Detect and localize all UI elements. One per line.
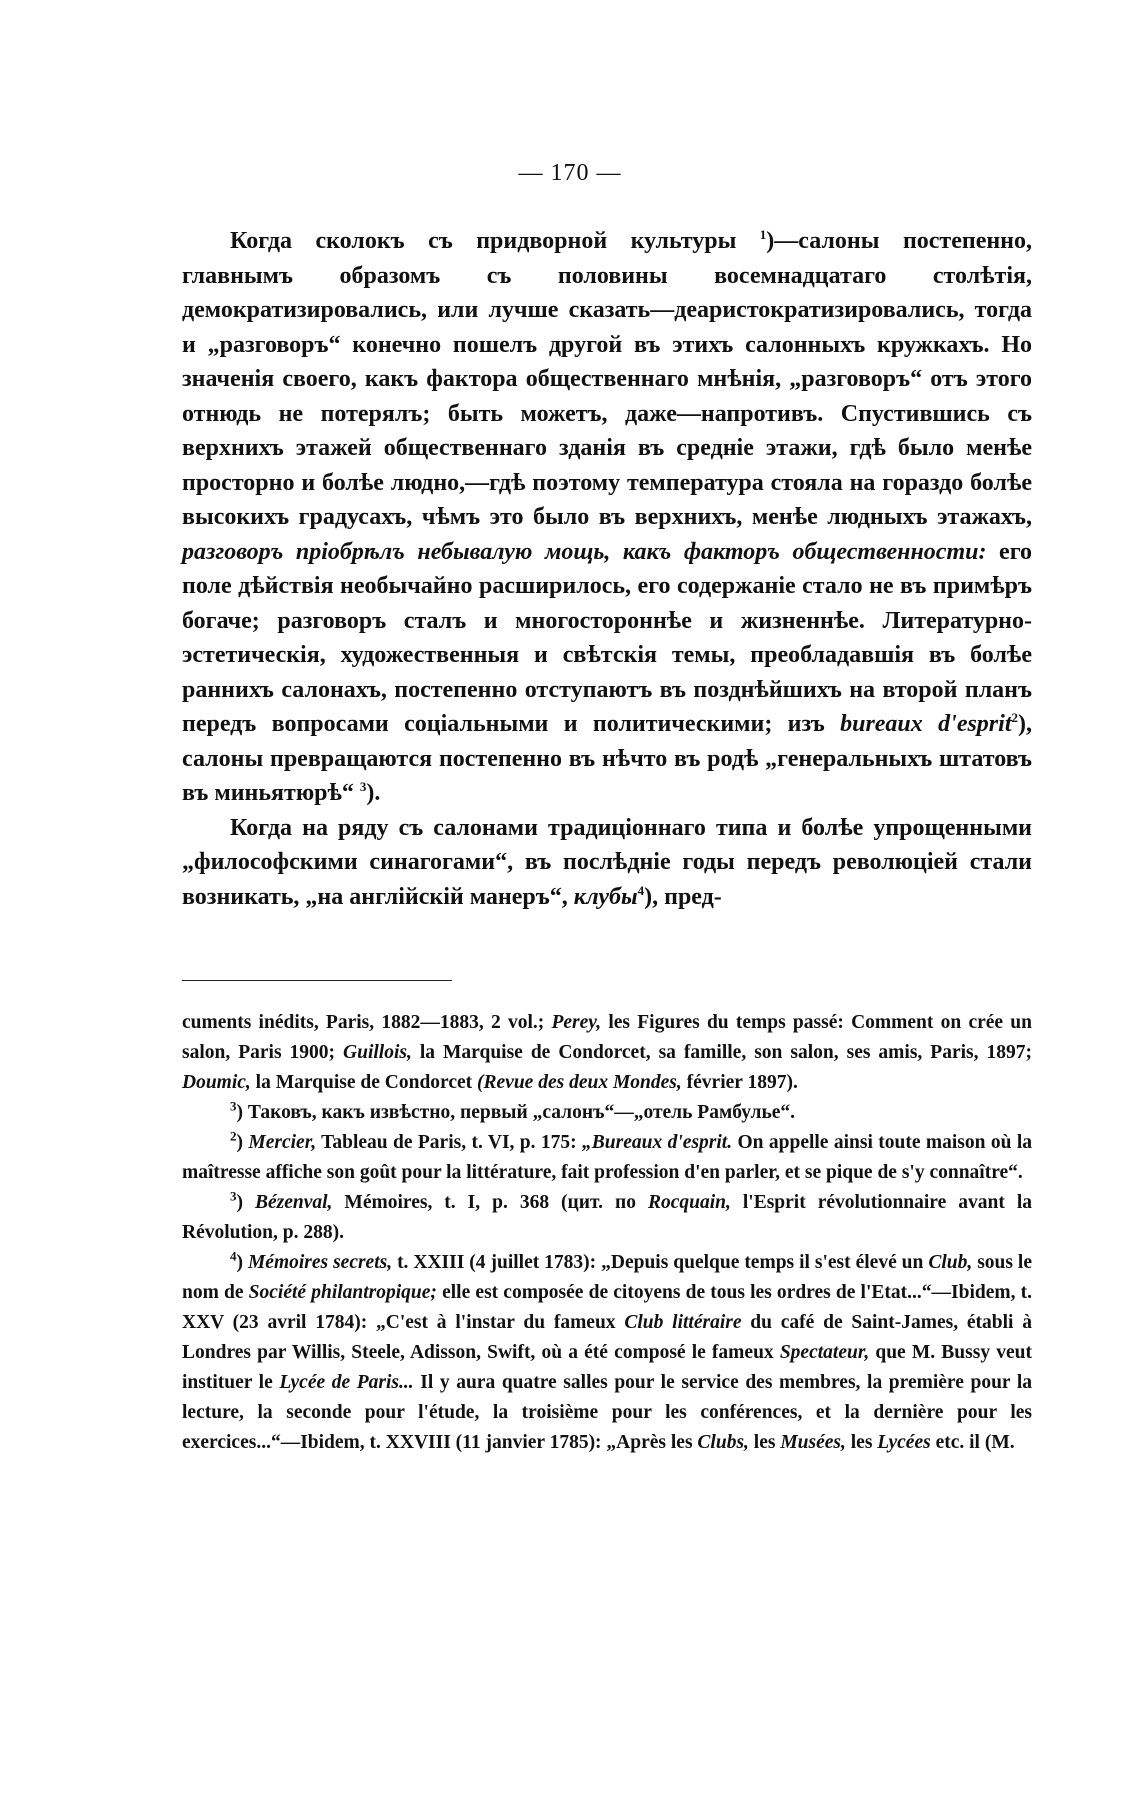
text-run: elle est composée de citoyens de tous les ordres de l'Etat...“—Ibidem, t. XXV (23 avril 1784): „C'est à l'instar du fameux [182, 1282, 1033, 1333]
text-run: t. XXIII (4 juillet 1783): „Depuis quelque temps il s'est élevé un [392, 1252, 929, 1273]
text-run: etc. il (M. [930, 1432, 1015, 1453]
italic-run: Doumic, [182, 1072, 251, 1093]
text-run: ). [366, 780, 381, 806]
text-run: ) [236, 1192, 255, 1213]
italic-run: Lycée de Paris... [279, 1372, 414, 1393]
italic-run: (Revue des deux Mondes, [477, 1072, 682, 1093]
italic-run: Musées, [780, 1432, 846, 1453]
footnote-1 [182, 1098, 1032, 1128]
footnote-3 [182, 1188, 1032, 1248]
main-text [182, 224, 1032, 914]
page-number: — 170 — [518, 160, 622, 186]
footnote-4 [182, 1248, 1032, 1458]
italic-run: Club, [928, 1252, 973, 1273]
text-run: la Marquise de Condorcet [250, 1072, 478, 1093]
italic-run: Société philantropique; [248, 1282, 437, 1303]
text-run: ) [236, 1252, 248, 1273]
text-run: Il y aura quatre salles pour le service des membres, la première pour la lecture, la seconde pour l'étude, la troisième pour les conférences, et la dernière pour les exercices...“—Ibidem, t. XXVIII (11 janvier 1785): „Après les [182, 1372, 1032, 1453]
footnote-mark: 2 [1011, 710, 1018, 725]
footnote-mark: 3 [230, 1188, 237, 1204]
footnote-separator [182, 980, 452, 981]
text-run: Mémoires, t. I, p. 368 (цит. по [332, 1192, 648, 1213]
italic-run: разговоръ пріобрѣлъ небывалую мощь, какъ факторъ общественности: [182, 538, 987, 565]
paragraph-1 [182, 224, 1032, 811]
italic-run: Guillois, [343, 1042, 412, 1063]
text-run: )—салоны постепенно, главнымъ образомъ съ половины восемнадцатаго столѣтія, демократизировались, или лучше сказать—деаристократизировались, тогда и „разговоръ“ конечно пошелъ другой въ этихъ салонныхъ кружкахъ. Но значенія своего, какъ фактора общественнаго мнѣнія, „разговоръ“ отъ этого отнюдь не потерялъ; быть можетъ, даже—напротивъ. Спустившись съ верхнихъ этажей общественнаго зданія въ средніе этажи, гдѣ было менѣе просторно и болѣе людно,—гдѣ поэтому температура стояла на гораздо болѣе высокихъ градусахъ, чѣмъ это было въ верхнихъ, менѣе людныхъ этажахъ, [182, 228, 1032, 530]
paragraph-2 [182, 811, 1032, 915]
text-run: les [845, 1432, 878, 1453]
text-run: que M. Bussy veut instituer le [182, 1342, 1032, 1393]
footnote-mark: 4 [637, 882, 645, 898]
italic-run: Rocquain, [647, 1192, 731, 1213]
text-run: la Marquise de Condorcet, sa famille, son salon, ses amis, Paris, 1897; [411, 1042, 1032, 1063]
footnote-continuation [182, 1008, 1032, 1098]
text-run: ), салоны превращаются постепенно въ нѣчто въ родѣ „генеральныхъ штатовъ въ миньятюрѣ“ [182, 711, 1032, 806]
text-run: les [748, 1432, 781, 1453]
italic-run: Spectateur, [779, 1342, 870, 1363]
footnote-mark: 2 [230, 1128, 237, 1144]
text-run: les Figures du temps passé: Comment on crée un salon, Paris 1900; [182, 1012, 1032, 1063]
text-run: ) [236, 1132, 249, 1153]
footnote-mark: 3 [359, 779, 367, 794]
italic-run: Lycées [877, 1432, 931, 1453]
italic-run: Club littéraire [624, 1312, 742, 1333]
footnote-mark: 1 [759, 227, 767, 242]
footnotes [182, 1008, 1032, 1458]
text-run: l'Esprit révolutionnaire avant la Révolution, p. 288). [182, 1192, 1032, 1243]
italic-run: Perey, [551, 1012, 602, 1033]
footnote-mark: 3 [230, 1098, 237, 1114]
italic-run: Bézenval, [254, 1192, 333, 1213]
italic-run: Mercier, [248, 1132, 317, 1153]
italic-run: Mémoires secrets, [247, 1252, 393, 1273]
text-run: ) Таковъ, какъ извѣстно, первый „салонъ“—„отель Рамбулье“. [236, 1102, 796, 1123]
italic-run: Clubs, [697, 1432, 749, 1453]
footnote-2 [182, 1128, 1032, 1188]
text-run: Tableau de Paris, t. VI, p. 175: [316, 1132, 583, 1153]
italic-run: клубы [573, 883, 638, 910]
italic-run: bureaux d'esprit [840, 711, 1012, 737]
text-run: его поле дѣйствія необычайно расширилось, его содержаніе стало не въ примѣръ богаче; разговоръ сталъ и многостороннѣе и жизненнѣе. Литературно-эстетическія, художественныя и свѣтскія темы, преобладавшія въ болѣе раннихъ салонахъ, постепенно отступаютъ въ позднѣйшихъ на второй планъ передъ вопросами соціальными и политическими; изъ [182, 538, 1033, 737]
text-run: ), пред- [644, 883, 722, 910]
text-run: On appelle ainsi toute maison où la maîtresse affiche son goût pour la littérature, fait profession d'en parler, et se pique de s'y connaître“. [182, 1132, 1033, 1183]
text-run: cuments inédits, Paris, 1882—1883, 2 vol.; [182, 1012, 552, 1033]
text-run: Когда на ряду съ салонами традиціоннаго типа и болѣе упрощенными „философскими синагогами“, въ послѣдніе годы передъ революціей стали возникать, „на англійскій манеръ“, [182, 814, 1032, 910]
text-run: sous le nom de [182, 1252, 1032, 1303]
text-run: février 1897). [681, 1072, 798, 1093]
text-run: Когда сколокъ съ придворной культуры [230, 228, 760, 254]
footnote-mark: 4 [230, 1248, 237, 1264]
text-run: du café de Saint-James, établi à Londres par Willis, Steele, Adisson, Swift, où a été composé le fameux [182, 1312, 1033, 1363]
italic-run: „Bureaux d'esprit. [582, 1132, 733, 1153]
